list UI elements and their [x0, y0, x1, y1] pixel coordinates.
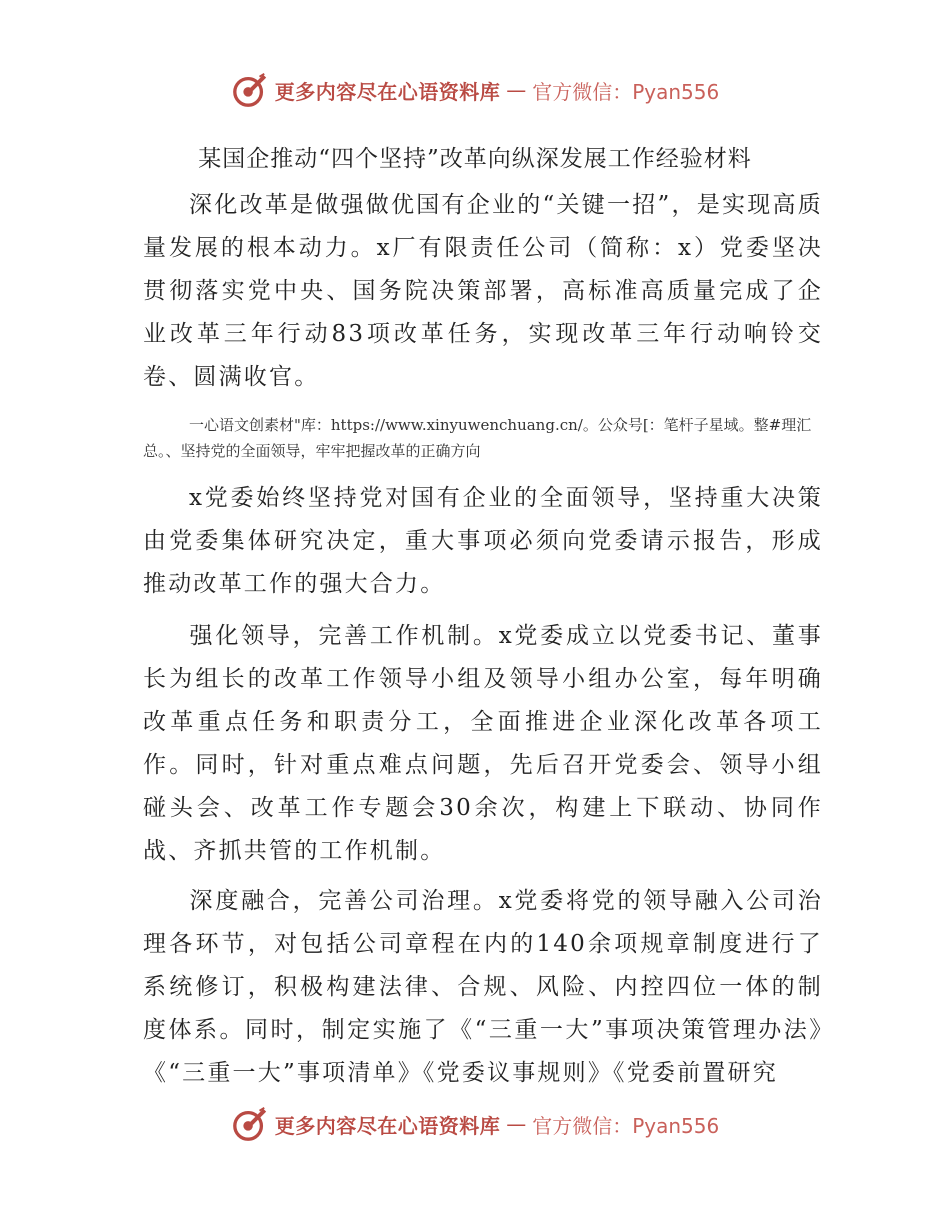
document-title: 某国企推动“四个坚持”改革向纵深发展工作经验材料: [198, 146, 752, 172]
paragraph-4: [143, 880, 823, 1095]
source-note: [143, 412, 823, 464]
paragraph-1-text: 深化改革是做强做优国有企业的“关键一招”，是实现高质量发展的根本动力。x厂有限责任公司（简称：x）党委坚决贯彻落实党中央、国务院决策部署，高标准高质量完成了企业改革三年行动83项改革任务，实现改革三年行动响铃交卷、圆满收官。: [143, 192, 823, 390]
paragraph-3: [143, 615, 823, 873]
pen-logo-icon: [231, 1105, 269, 1143]
watermark-title: 更多内容尽在心语资料库: [274, 1113, 501, 1138]
watermark-contact: 官方微信：Pyan556: [532, 1113, 720, 1138]
watermark-banner-top: [0, 68, 950, 112]
watermark-dash: —: [506, 78, 527, 102]
watermark-banner-bottom: [0, 1102, 950, 1146]
watermark-contact: 官方微信：Pyan556: [532, 79, 720, 104]
pen-logo-icon: [231, 71, 269, 109]
paragraph-2: [143, 477, 823, 606]
watermark-title: 更多内容尽在心语资料库: [274, 79, 501, 104]
paragraph-4-text: 深度融合，完善公司治理。x党委将党的领导融入公司治理各环节，对包括公司章程在内的140余项规章制度进行了系统修订，积极构建法律、合规、风险、内控四位一体的制度体系。同时，制定实施了《“三重一大”事项决策管理办法》《“三重一大”事项清单》《党委议事规则》《党委前置研究: [143, 888, 823, 1086]
paragraph-2-text: x党委始终坚持党对国有企业的全面领导，坚持重大决策由党委集体研究决定，重大事项必须向党委请示报告，形成推动改革工作的强大合力。: [143, 485, 823, 597]
paragraph-3-text: 强化领导，完善工作机制。x党委成立以党委书记、董事长为组长的改革工作领导小组及领导小组办公室，每年明确改革重点任务和职责分工，全面推进企业深化改革各项工作。同时，针对重点难点问题，先后召开党委会、领导小组碰头会、改革工作专题会30余次，构建上下联动、协同作战、齐抓共管的工作机制。: [143, 623, 823, 864]
source-note-text: 一心语文创素材"库：https://www.xinyuwenchuang.cn/。公众号[：笔杆子星域。整#理汇总。、坚持党的全面领导，牢牢把握改革的正确方向: [143, 416, 812, 460]
watermark-dash: —: [506, 1112, 527, 1136]
paragraph-1: [143, 184, 823, 399]
